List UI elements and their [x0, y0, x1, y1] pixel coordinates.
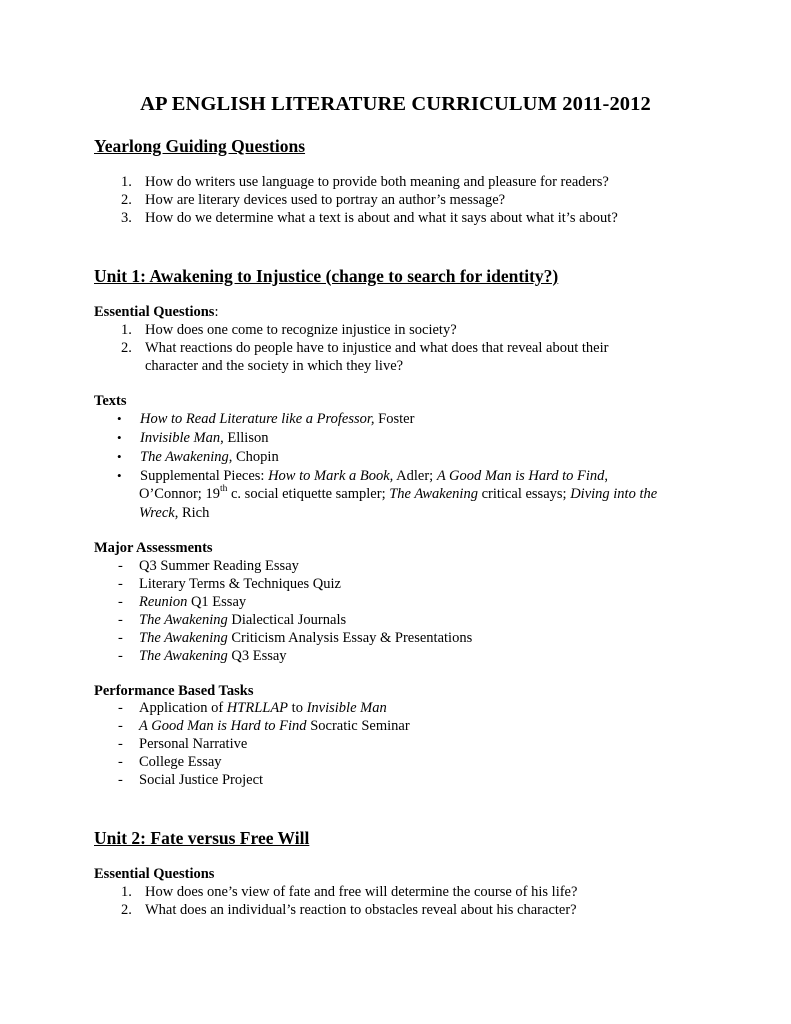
- bullet-icon: •: [117, 449, 122, 464]
- item-text-continued: [139, 486, 657, 503]
- item-text: [139, 700, 387, 717]
- item-number: 2.: [121, 192, 132, 208]
- list-item: [0, 772, 791, 792]
- book-title: Invisible Man: [140, 430, 221, 446]
- text-part: ,: [604, 468, 608, 484]
- item-text: What reactions do people have to injustice and what does that reveal about their: [145, 340, 609, 356]
- text-part: The Awakening: [139, 630, 228, 646]
- bullet-icon: •: [117, 411, 122, 426]
- item-number: 1.: [121, 884, 132, 900]
- bullet-icon: •: [117, 430, 122, 445]
- list-item: [0, 630, 791, 650]
- text-part: Q1 Essay: [187, 594, 247, 610]
- item-number: 2.: [121, 902, 132, 918]
- list-item: [0, 411, 791, 431]
- dash-marker: -: [118, 772, 123, 788]
- book-author: Foster: [374, 411, 415, 427]
- list-item: [0, 430, 791, 450]
- dash-marker: -: [118, 558, 123, 574]
- dash-marker: -: [118, 594, 123, 610]
- item-text: Personal Narrative: [139, 736, 248, 752]
- text-part: HTRLLAP: [226, 700, 289, 716]
- text-part: , Rich: [174, 505, 210, 521]
- item-text: [139, 594, 246, 611]
- texts-heading: Texts: [94, 393, 127, 409]
- dash-marker: -: [118, 630, 123, 646]
- list-item: [0, 594, 791, 614]
- text-part: Q3 Essay: [227, 648, 287, 664]
- list-item: [0, 700, 791, 720]
- item-text: How does one’s view of fate and free will determine the course of his life?: [145, 884, 578, 900]
- list-item: [0, 754, 791, 774]
- item-text-continued: character and the society in which they live?: [145, 358, 404, 374]
- text-part: Invisible Man: [306, 700, 387, 716]
- item-text: How are literary devices used to portray an author’s message?: [145, 192, 506, 208]
- text-part: The Awakening: [389, 486, 478, 502]
- dash-marker: -: [118, 736, 123, 752]
- list-item: [0, 558, 791, 578]
- list-item: [0, 174, 791, 194]
- item-number: 3.: [121, 210, 132, 226]
- item-text: [140, 449, 279, 466]
- list-item: [0, 210, 791, 230]
- dash-marker: -: [118, 700, 123, 716]
- dash-marker: -: [118, 576, 123, 592]
- eq-colon: :: [214, 304, 219, 320]
- item-text: College Essay: [139, 754, 222, 770]
- item-text: How does one come to recognize injustice in society?: [145, 322, 457, 338]
- item-text: [140, 411, 414, 428]
- dash-marker: -: [118, 754, 123, 770]
- list-item: [0, 612, 791, 632]
- text-part: th: [219, 484, 228, 495]
- dash-marker: -: [118, 648, 123, 664]
- text-part: c. social etiquette sampler;: [227, 486, 390, 502]
- list-item: [0, 192, 791, 212]
- item-text: How do writers use language to provide both meaning and pleasure for readers?: [145, 174, 609, 190]
- item-text: [139, 630, 472, 647]
- list-item: [0, 736, 791, 756]
- item-text: What does an individual’s reaction to obstacles reveal about his character?: [145, 902, 577, 918]
- text-part: A Good Man is Hard to Find: [436, 468, 605, 484]
- item-number: 1.: [121, 174, 132, 190]
- text-part: A Good Man is Hard to Find: [139, 718, 307, 734]
- list-item: [0, 576, 791, 596]
- text-part: critical essays;: [477, 486, 571, 502]
- unit1-eq-heading: [94, 304, 219, 321]
- text-part: Criticism Analysis Essay & Presentations: [227, 630, 473, 646]
- text-part: to: [288, 700, 307, 716]
- yearlong-heading: Yearlong Guiding Questions: [94, 136, 306, 156]
- list-item: [0, 718, 791, 738]
- item-text: Social Justice Project: [139, 772, 264, 788]
- bullet-icon: •: [117, 468, 122, 483]
- performance-heading: Performance Based Tasks: [94, 683, 254, 699]
- list-item: [0, 468, 791, 488]
- list-item: [0, 322, 791, 342]
- item-text: [139, 612, 346, 629]
- book-author: , Chopin: [228, 449, 279, 465]
- book-title: The Awakening: [140, 449, 229, 465]
- item-text: Q3 Summer Reading Essay: [139, 558, 299, 574]
- eq-label: Essential Questions: [94, 304, 215, 320]
- text-part: Adler;: [393, 468, 437, 484]
- text-part: Diving into the: [570, 486, 658, 502]
- text-part: Application of: [139, 700, 227, 716]
- text-part: Supplemental Pieces:: [140, 468, 269, 484]
- item-text: [139, 718, 410, 735]
- dash-marker: -: [118, 718, 123, 734]
- item-text: How do we determine what a text is about and what it says about what it’s about?: [145, 210, 618, 226]
- list-item: [0, 648, 791, 668]
- list-item: [0, 340, 791, 360]
- text-part: Socratic Seminar: [306, 718, 410, 734]
- item-text: [139, 648, 287, 665]
- list-item: [0, 884, 791, 904]
- item-text: Literary Terms & Techniques Quiz: [139, 576, 341, 592]
- text-part: Reunion: [139, 594, 188, 610]
- text-part: The Awakening: [139, 648, 228, 664]
- book-title: How to Read Literature like a Professor,: [140, 411, 375, 427]
- text-part: The Awakening: [139, 612, 228, 628]
- item-text-continued: [139, 505, 209, 522]
- item-text: [140, 430, 268, 447]
- item-text: [140, 468, 608, 485]
- text-part: Wreck: [139, 505, 175, 521]
- list-item: [0, 449, 791, 469]
- item-number: 1.: [121, 322, 132, 338]
- book-author: , Ellison: [220, 430, 269, 446]
- assessments-heading: Major Assessments: [94, 540, 213, 556]
- unit2-eq-heading: Essential Questions: [94, 866, 215, 882]
- unit2-heading: Unit 2: Fate versus Free Will: [94, 828, 310, 848]
- document-title: AP ENGLISH LITERATURE CURRICULUM 2011-2012: [140, 93, 651, 115]
- text-part: How to Mark a Book,: [268, 468, 394, 484]
- text-part: Dialectical Journals: [227, 612, 347, 628]
- unit1-heading: Unit 1: Awakening to Injustice (change to search for identity?): [94, 266, 559, 286]
- text-part: O’Connor; 19: [139, 486, 220, 502]
- item-number: 2.: [121, 340, 132, 356]
- list-item: [0, 902, 791, 922]
- dash-marker: -: [118, 612, 123, 628]
